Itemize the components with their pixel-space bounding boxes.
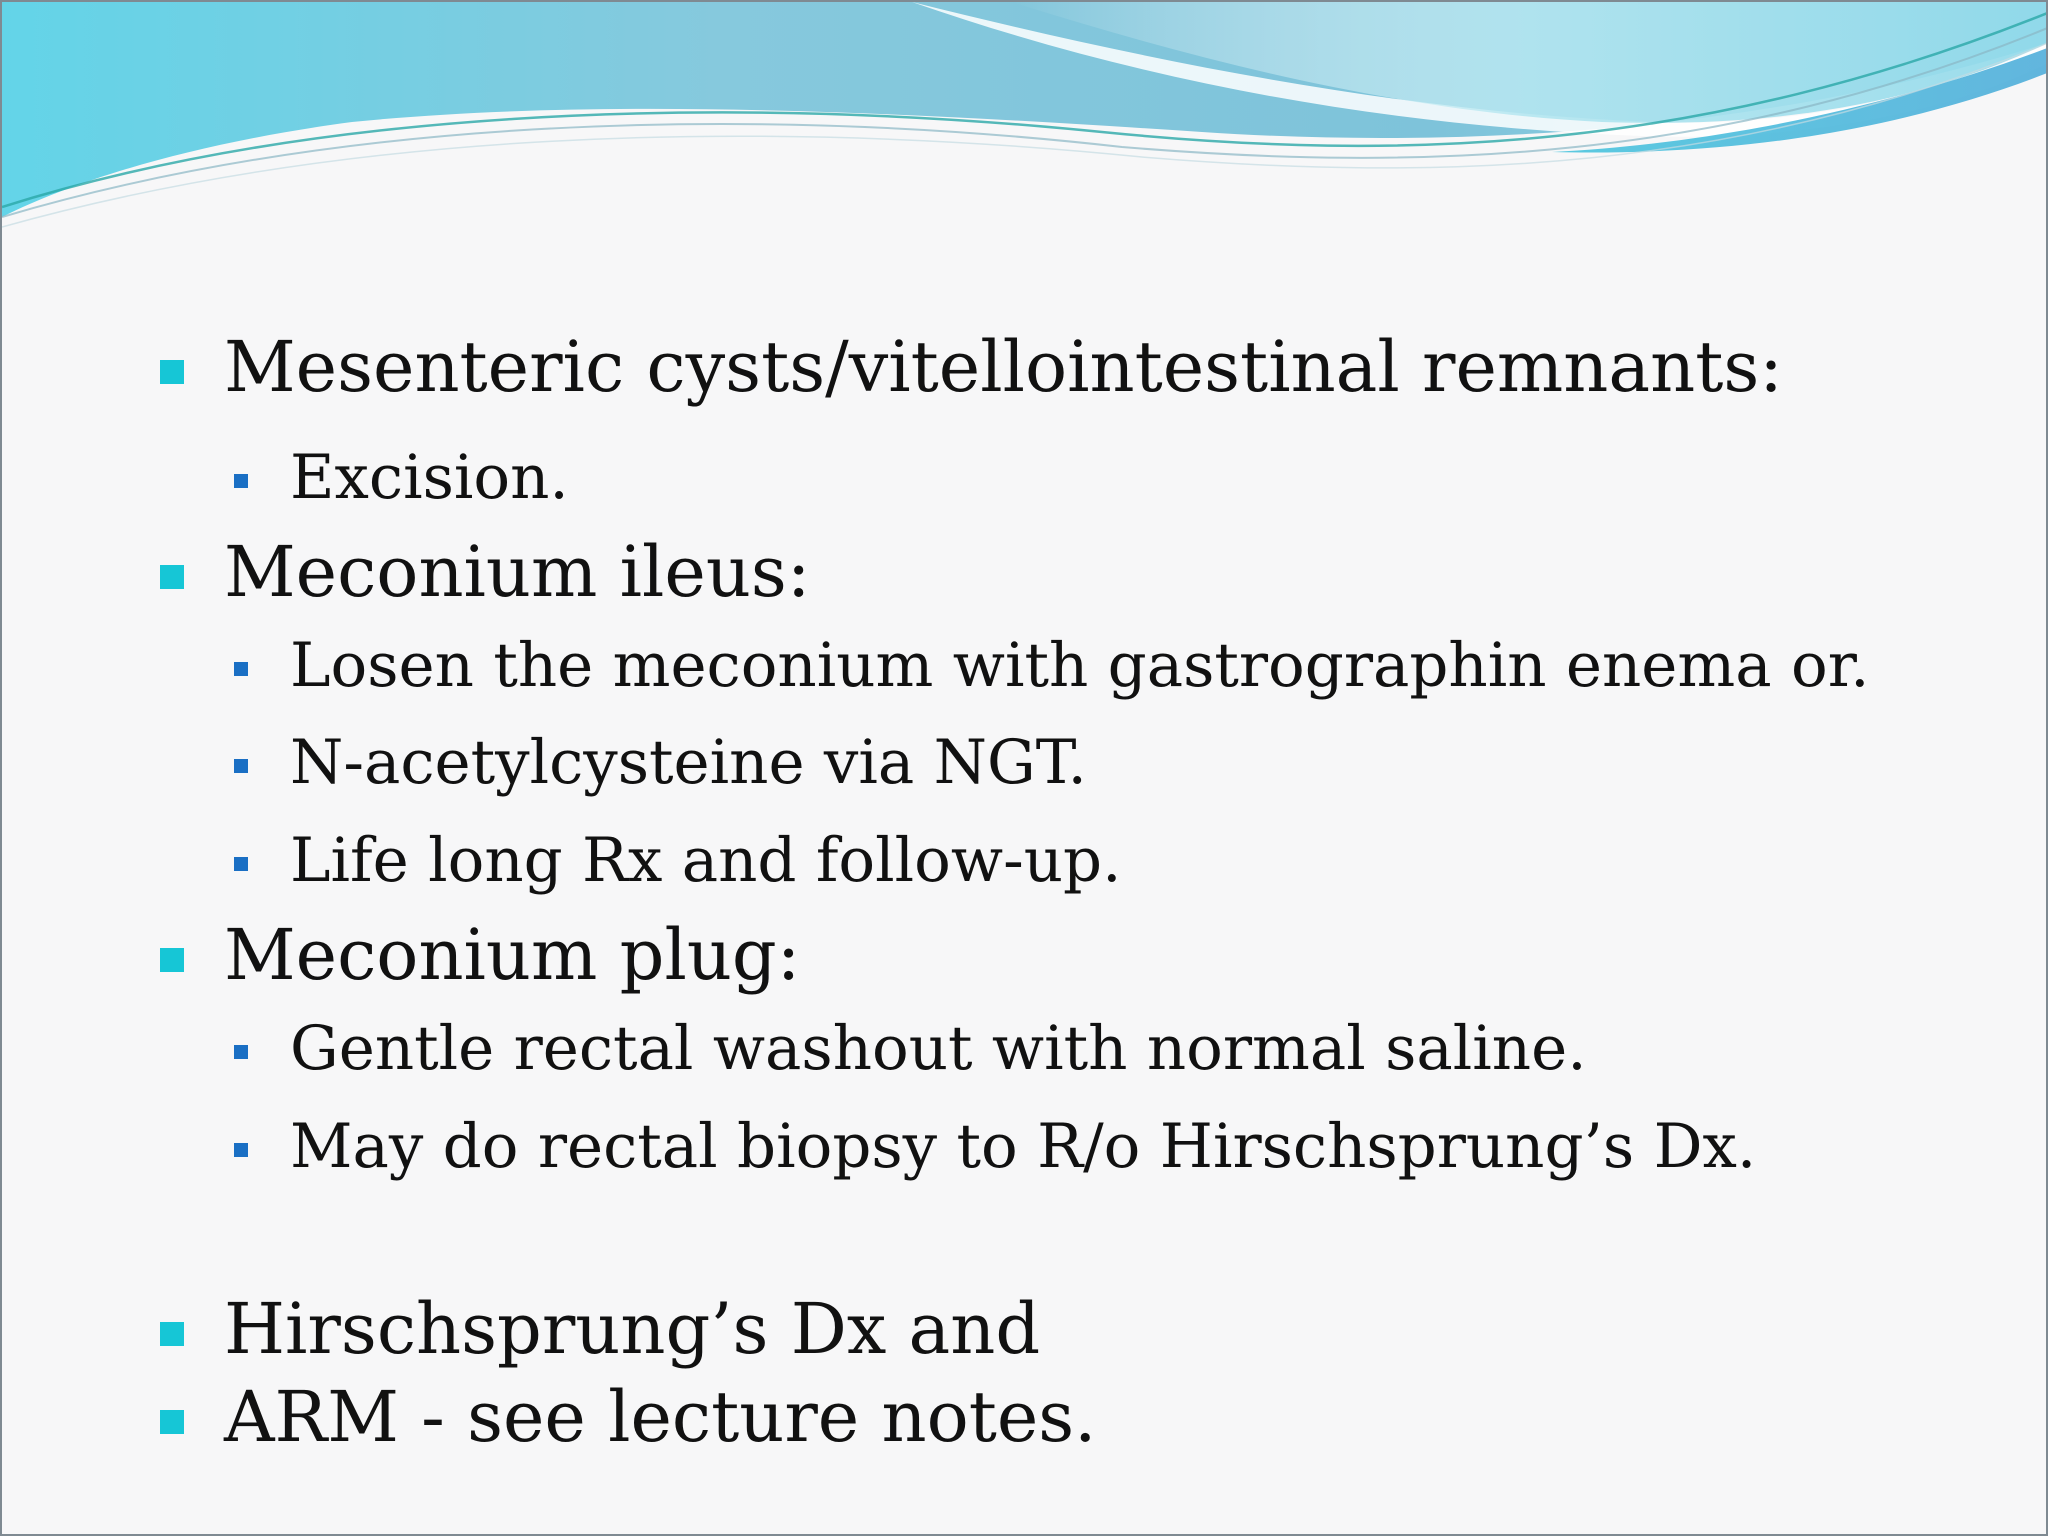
square-bullet-icon xyxy=(160,1410,184,1434)
square-bullet-icon xyxy=(234,759,248,773)
bullet-text: ARM - see lecture notes. xyxy=(224,1376,1097,1458)
sub-bullet-text: Life long Rx and follow-up. xyxy=(290,825,1122,896)
square-bullet-icon xyxy=(160,360,184,384)
square-bullet-icon xyxy=(234,857,248,871)
bullet-text: Mesenteric cysts/vitellointestinal remnants: xyxy=(224,326,1783,408)
square-bullet-icon xyxy=(234,662,248,676)
square-bullet-icon xyxy=(234,1143,248,1157)
sub-bullet-text: Excision. xyxy=(290,442,569,513)
sub-bullet-text: May do rectal biopsy to R/o Hirschsprung’s Dx. xyxy=(290,1111,1757,1182)
bullet-text: Hirschsprung’s Dx and xyxy=(224,1288,1041,1370)
square-bullet-icon xyxy=(160,1322,184,1346)
sub-bullet-text: Gentle rectal washout with normal saline. xyxy=(290,1013,1587,1084)
square-bullet-icon xyxy=(160,948,184,972)
square-bullet-icon xyxy=(160,565,184,589)
square-bullet-icon xyxy=(234,474,248,488)
header-wave-decoration xyxy=(2,2,2048,242)
sub-bullet-text: N-acetylcysteine via NGT. xyxy=(290,727,1087,798)
bullet-text: Meconium plug: xyxy=(224,914,801,996)
square-bullet-icon xyxy=(234,1045,248,1059)
bullet-text: Meconium ileus: xyxy=(224,531,811,613)
sub-bullet-text: Losen the meconium with gastrographin enema or. xyxy=(290,630,1870,701)
